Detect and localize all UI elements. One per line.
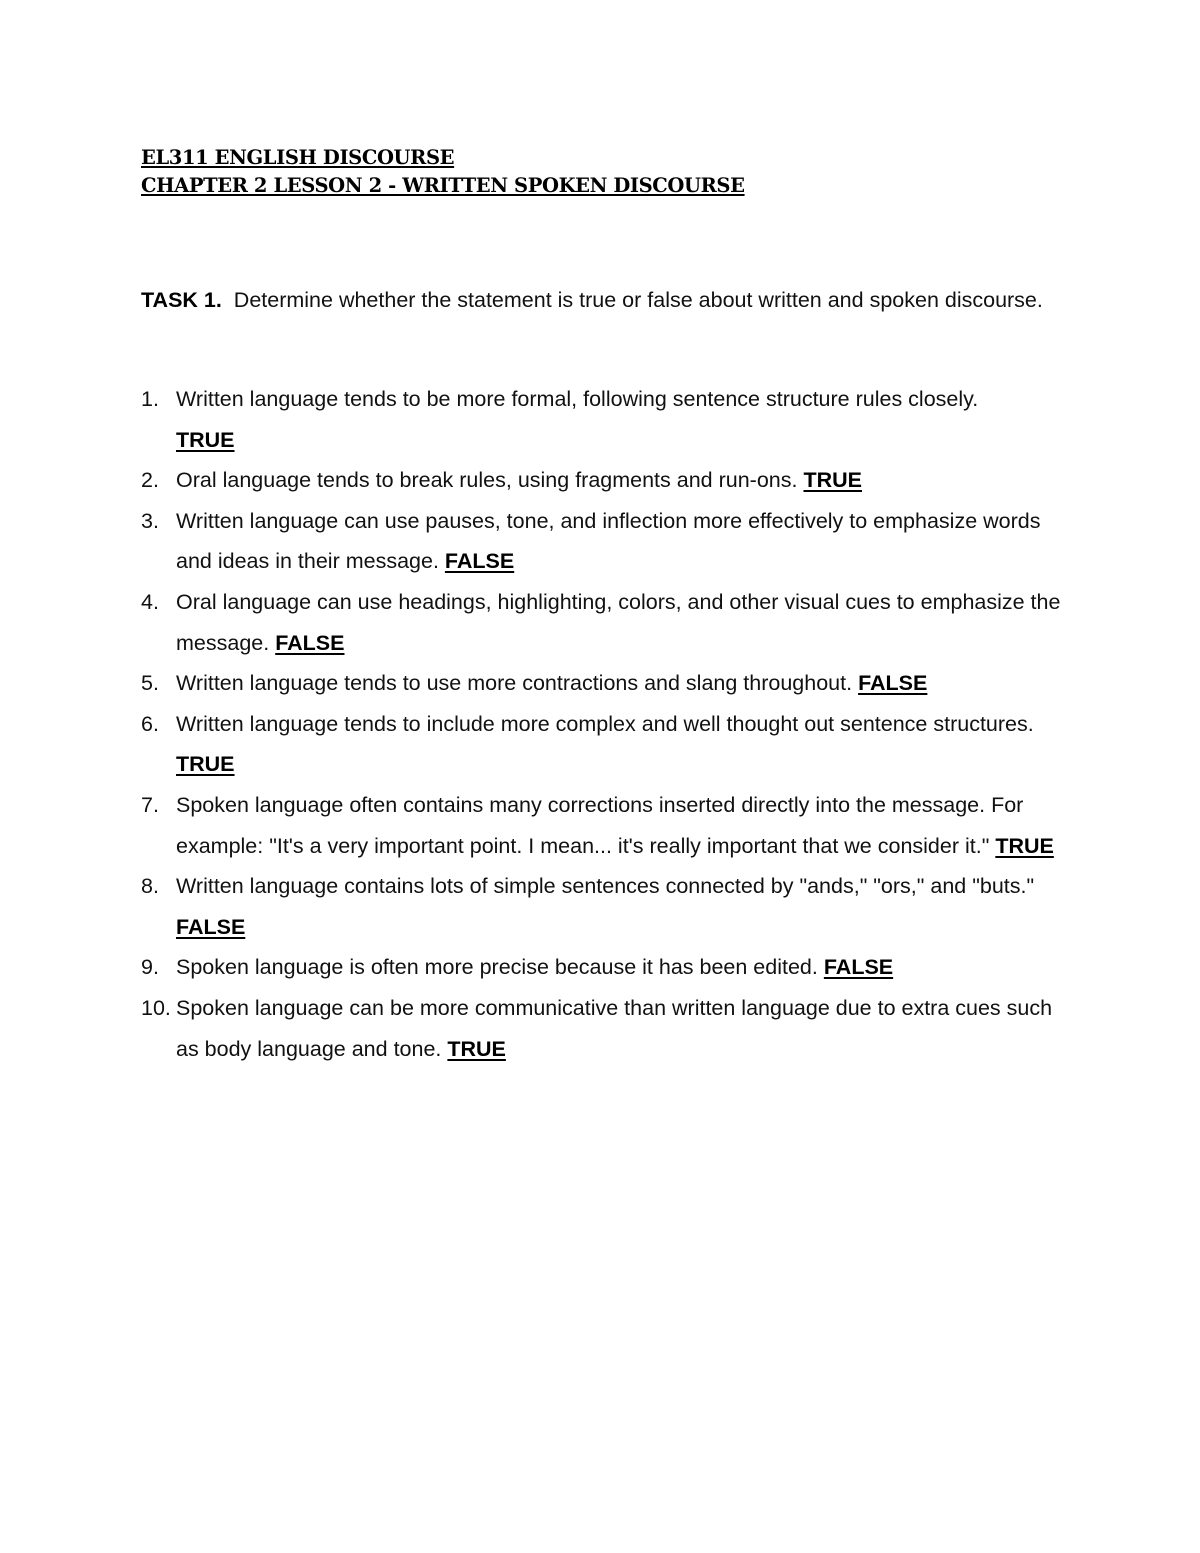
list-item bbox=[141, 582, 1061, 663]
item-answer: FALSE bbox=[275, 630, 345, 655]
item-answer: TRUE bbox=[176, 427, 235, 452]
item-number: 2. bbox=[141, 468, 159, 493]
item-answer: FALSE bbox=[176, 914, 246, 939]
list-item bbox=[141, 663, 1061, 704]
item-statement: Spoken language often contains many corrections inserted directly into the message. For example: "It's a very important point. I mean... it's really important that we consider it." bbox=[176, 792, 1024, 858]
item-number: 4. bbox=[141, 589, 159, 614]
item-number: 9. bbox=[141, 955, 159, 980]
item-number: 3. bbox=[141, 508, 159, 533]
item-statement: Written language tends to include more complex and well thought out sentence structures. bbox=[176, 711, 1034, 736]
course-title: EL311 ENGLISH DISCOURSE bbox=[141, 146, 455, 169]
item-number: 7. bbox=[141, 792, 159, 817]
list-item bbox=[141, 501, 1061, 582]
item-number: 8. bbox=[141, 874, 159, 899]
list-item bbox=[141, 460, 1061, 501]
item-statement: Oral language can use headings, highlighting, colors, and other visual cues to emphasize the message. bbox=[176, 589, 1061, 655]
item-answer: TRUE bbox=[447, 1036, 506, 1061]
item-answer: TRUE bbox=[995, 833, 1054, 858]
item-statement: Written language contains lots of simple sentences connected by "ands," "ors," and "buts." bbox=[176, 874, 1035, 899]
item-number: 6. bbox=[141, 711, 159, 736]
statement-list bbox=[141, 379, 1061, 1069]
item-number: 10. bbox=[141, 995, 171, 1020]
item-number: 1. bbox=[141, 387, 159, 411]
item-answer: FALSE bbox=[444, 549, 515, 574]
list-item bbox=[141, 704, 1061, 785]
item-answer: TRUE bbox=[176, 752, 235, 777]
item-statement: Oral language tends to break rules, using fragments and run-ons. bbox=[176, 468, 798, 493]
list-item bbox=[141, 947, 1061, 988]
item-statement: Written language tends to use more contractions and slang throughout. bbox=[176, 671, 853, 696]
task-instruction-text: Determine whether the statement is true or false about written and spoken discourse. bbox=[233, 288, 1043, 312]
item-statement: Written language tends to be more formal, following sentence structure rules closely. bbox=[176, 387, 979, 411]
item-answer: FALSE bbox=[823, 955, 894, 980]
item-statement: Spoken language is often more precise because it has been edited. bbox=[176, 955, 818, 980]
item-number: 5. bbox=[141, 671, 159, 696]
list-item bbox=[141, 785, 1061, 866]
item-statement: Written language can use pauses, tone, and inflection more effectively to emphasize words and ideas in their message. bbox=[176, 508, 1041, 574]
list-item bbox=[141, 988, 1061, 1069]
document-header bbox=[141, 144, 745, 200]
lesson-title: CHAPTER 2 LESSON 2 - WRITTEN SPOKEN DISCOURSE bbox=[141, 174, 745, 197]
item-answer: TRUE bbox=[803, 468, 862, 493]
item-statement: Spoken language can be more communicative than written language due to extra cues such as body language and tone. bbox=[176, 995, 1053, 1061]
list-item bbox=[141, 379, 1061, 460]
item-answer: FALSE bbox=[858, 671, 928, 696]
task-instruction bbox=[141, 280, 1061, 321]
list-item bbox=[141, 866, 1061, 947]
task-label: TASK 1. bbox=[141, 288, 222, 312]
